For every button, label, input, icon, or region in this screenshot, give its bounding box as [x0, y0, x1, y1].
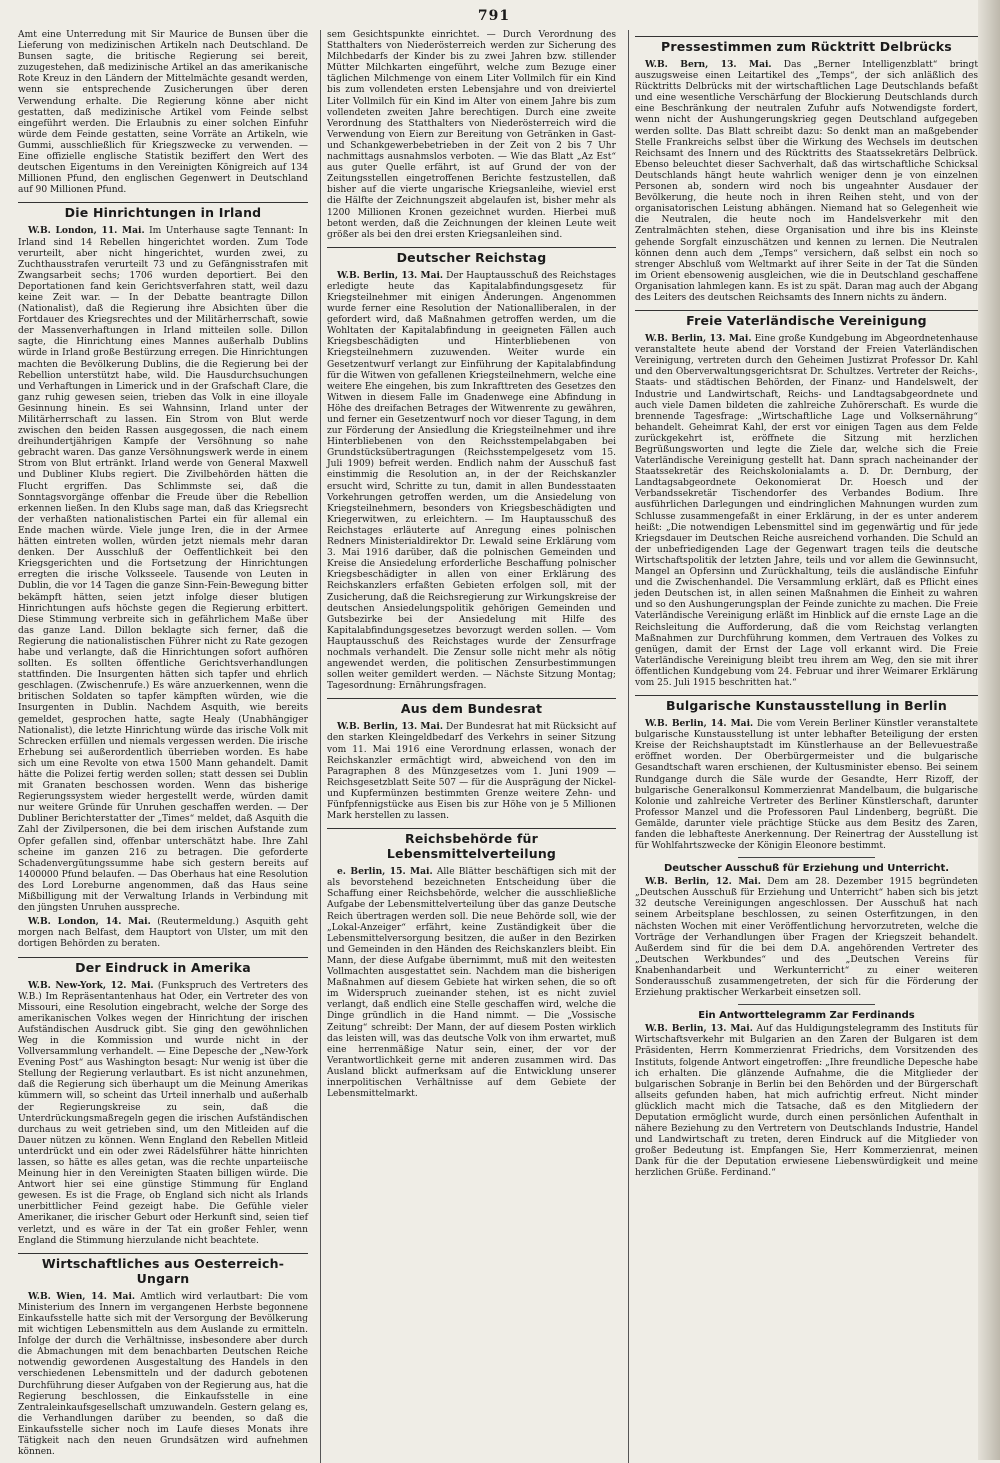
- article: [635, 857, 978, 999]
- column-1: [18, 30, 308, 1463]
- article-heading: Freie Vaterländische Vereinigung: [635, 310, 978, 330]
- paragraph-text: Das „Berner Intelligenzblatt“ bringt auszugsweise einen Leitartikel des „Temps“, der sich anläßlich des Rücktritts Delbrücks mit der wirtschaftlichen Lage Deutschlands befaßt und eine wesentliche Verschärfung der Blockierung Deutschlands durch eine Beschränkung der neutralen Zufuhr aufs Notwendigste fordert, wenn nicht der Aushungerungskrieg gegen Deutschland aufgegeben werden sollte. Das Blatt schreibt dazu: So denkt man an maßgebender Stelle Frankreichs selbst über die Wirkung des Wechsels im deutschen Reichsamt des Innern und des Rücktritts des Staatssekretärs Delbrück. Ebenso beleuchtet dieser Sachverhalt, daß das wirtschaftliche Schicksal Deutschlands hängt heute wahrlich weniger denn je von einzelnen Personen ab, sondern wird noch bis ungeahnter Ausdauer der Bevölkerung, die heute noch in ihren Reihen steht, und von der organisatorischen Leistung abhängen. Niemand hat so Gelegenheit wie die Neutralen, die heute noch im Handelsverkehr mit den Zentralmächten stehen, diese Organisation und ihre bis ins Kleinste gehende Sorgfalt einzuschätzen und kennen zu lernen. Die Neutralen können denn auch dem „Temps“ versichern, daß selbst ein noch so strenger Abschluß vom Weltmarkt auf ihrer Seite in der Tat die Sünden im Orient ebensowenig ausgleichen, wie die in Deutschland geschaffene Organisation lahmlegen kann. Es ist zu spät. Daran mag auch der Abgang des Leiters des deutschen Reichsamts des Innern nichts zu ändern.: [635, 60, 978, 303]
- article: [327, 828, 616, 1100]
- separator-rule: [738, 1004, 875, 1005]
- column-3: [628, 30, 978, 1463]
- article-paragraph: [635, 718, 978, 852]
- separator-rule: [738, 857, 875, 858]
- article-subheading: Deutscher Ausschuß für Erziehung und Unterricht.: [663, 863, 950, 875]
- column-2: [320, 30, 616, 1463]
- paragraph-text: Amt eine Unterredung mit Sir Maurice de Bunsen über die Lieferung von medizinischen Artikeln nach Deutschland. De Bunsen sagte, die britische Regierung sei bereit, zuzugestehen, daß medizinische Artikel an das amerikanische Rote Kreuz in den Ländern der Mittelmächte gesandt werden, wenn sie entsprechende Zusicherungen über deren Verwendung erhalte. Die Regierung könne aber nicht gestatten, daß medizinische Artikel vom Feinde selbst eingeführt werden. Die Erlaubnis zu einer solchen Einfuhr würde dem Feinde gestatten, seine Vorräte an Artikeln, wie Gummi, ausschließlich für Kriegszwecke zu verwenden. — Eine offizielle englische Statistik beziffert den Wert des deutschen Eigentums in den Vereinigten Königreich auf 134 Millionen Pfund, den englischen Gegenwert in Deutschland auf 90 Millionen Pfund.: [18, 30, 308, 196]
- dateline: W.B. New-York, 12. Mai.: [28, 979, 154, 991]
- paragraph-text: Der Bundesrat hat mit Rücksicht auf den starken Kleingeldbedarf des Verkehrs in seiner Sitzung vom 11. Mai 1916 eine Verordnung erlassen, wonach der Reichskanzler ermächtigt wird, abweichend von den im Paragraphen 8 des Münzgesetzes vom 1. Juni 1909 — Reichsgesetzblatt Seite 507 — für die Ausprägung der Nickel- und Kupfermünzen bestimmten Grenze weitere Zehn- und Fünfpfennigstücke aus Eisen bis zur Höhe von je 5 Millionen Mark herstellen zu lassen.: [327, 722, 616, 822]
- dateline: W.B. Bern, 13. Mai.: [645, 59, 772, 70]
- article: [635, 36, 978, 304]
- paragraph-text: (Funkspruch des Vertreters des W.B.) Im Repräsentantenhaus hat Oder, ein Vertreter des von Missouri, eine Resolution eingebracht, welche der Sorge des amerikanischen Volkes wegen der Hinrichtung der irischen Aufständischen Ausdruck gibt. Sie ging den gewöhnlichen Weg in die Kommission und wurde nicht in der Vollversammlung verhandelt. — Eine Depesche der „New-York Evening Post“ aus Washington besagt: Nur wenig ist über die Stellung der Regierung verlautbart. Es ist nicht anzunehmen, daß die Regierung sich überhaupt um die Meinung Amerikas kümmern will, so scheint das Urteil innerhalb und außerhalb der Regierungskreise zu sein, daß die Unterdrückungsmaßregeln gegen die irischen Aufständischen durchaus zu weit getrieben sind, um den Mitleiden auf die Dauer nützen zu können. Wenn England den Rebellen Mitleid unterdrückt und ein oder zwei Rädelsführer hätte hinrichten lassen, so hätte es alles getan, was die rechte unparteiische Meinung hier in den Vereinigten Staaten billigen würde. Die Antwort hier sei eine günstige Stimmung für England gewesen. Es ist die Frage, ob England sich nicht als Irlands unerbittlicher Feind gezeigt habe. Die Gefühle vieler Amerikaner, die irischer Geburt oder Herkunft sind, seien tief verletzt, und es wäre in der Tat ein großer Fehler, wenn England die Stimmung hierzulande nicht beachtete.: [18, 980, 308, 1246]
- dateline: e. Berlin, 15. Mai.: [337, 866, 433, 878]
- paragraph-text: Im Unterhause sagte Tennant: In Irland sind 14 Rebellen hingerichtet worden. Zum Tode verurteilt, aber nicht hingerichtet, wurden zwei, zu Zuchthausstrafen verurteilt 73 und zu Gefängnisstrafen mit Zwangsarbeit sechs; 1706 wurden deportiert. Bei den Deportationen fand kein Gerichtsverfahren statt, weil dazu keine Zeit war. — In der Debatte beantragte Dillon (Nationalist), daß die Regierung ihre Absichten über die Fortdauer des Kriegsrechtes und der Militärherrschaft, sowie der Massenverhaftungen in Irland mitteilen solle. Dillon sagte, die Hinrichtung eines Mannes außerhalb Dublins würde in Irland große Bestürzung erregen. Die Hinrichtungen machten die Bevölkerung Dublins, die die Regierung bei der Rebellion unterstützt habe, wild. Die Hausdurchsuchungen und Verhaftungen in Limerick und in der Grafschaft Clare, die ganz ruhig gewesen seien, trieben das Volk in eine illoyale Gesinnung hinein. Es sei Wahnsinn, Irland unter der Militärherrschaft zu lassen. Ein Strom von Blut werde zwischen den beiden Rassen ausgegossen, die nach einem dreihundertjährigen Kampfe der Versöhnung so nahe gebracht waren. Das ganze Versöhnungswerk werde in einem Strom von Blut ertränkt. Irland werde von General Maxwell und Dubliner Klubs regiert. Die Zivilbehörden hätten die Flucht ergriffen. Das Schlimmste sei, daß die Sonntagsvorgänge offenbar die Freude über die Rebellion erkennen ließen. In den Klubs sage man, daß das Kriegsrecht der verhaßten nationalistischen Partei ein für allemal ein Ende machen würde. Viele junge Iren, die in der Armee hätten eintreten wollen, würden jetzt niemals mehr daran denken. Der Ausschluß der Oeffentlichkeit bei den Kriegsgerichten und die Fortsetzung der Hinrichtungen erregten die irische Volksseele. Tausende von Leuten in Dublin, die vor 14 Tagen die ganze Sinn-Fein-Bewegung bitter bekämpft hätten, seien jetzt infolge dieser blutigen Hinrichtungen aufs höchste gegen die Regierung erbittert. Diese Stimmung verbreite sich in gefährlichem Maße über das ganze Land. Dillon beklagte sich ferner, daß die Regierung die nationalistischen Führer nicht zu Rate gezogen habe und verlangte, daß die Hinrichtungen sofort aufhören sollten. Es sollten öffentliche Gerichtsverhandlungen stattfinden. Die Insurgenten hätten sich tapfer und ehrlich geschlagen. (Zwischenrufe.) Es wäre anzuerkennen, wenn die britischen Soldaten so tapfer kämpften würden, wie die Insurgenten in Dublin. Nachdem Asquith, wie bereits gemeldet, gesprochen hatte, sagte Healy (Unabhängiger Nationalist), die letzte Hinrichtung würde das irische Volk mit Schrecken erfüllen und niemals vergessen werden. Die irische Erhebung sei außerordentlich überrieben worden. Es habe sich um eine Revolte von etwa 1500 Mann gehandelt. Damit hätte die Polizei fertig werden sollen; statt dessen sei Dublin mit Granaten beschossen worden. Wenn das bisherige Regierungssystem wieder hergestellt werde, würden damit nur weitere Gründe für Unruhen geschaffen werden. — Der Dubliner Berichterstatter der „Times“ meldet, daß Asquith die Zahl der Zivilpersonen, die bei dem irischen Aufstande zum Opfer gefallen sind, offenbar unterschätzt habe. Ihre Zahl scheine im ganzen 216 zu betragen. Die geforderte Schadenvergütungssumme habe sich gestern bereits auf 1400000 Pfund belaufen. — Das Oberhaus hat eine Resolution des Lord Loreburne angenommen, daß das Haus seine Mißbilligung mit der Verwaltung Irlands in Verbindung mit den jüngsten Unruhen ausspreche.: [18, 226, 308, 914]
- article-heading: Pressestimmen zum Rücktritt Delbrücks: [635, 36, 978, 56]
- paragraph-text: sem Gesichtspunkte einrichtet. — Durch Verordnung des Statthalters von Niederösterreich werden zur Sicherung des Milchbedarfs der Kinder bis zu zwei Jahren bzw. stillender Mütter Milchkarten eingeführt, welche zum Bezuge einer täglichen Milchmenge von einem Liter Vollmilch für ein Kind bis zum vollendeten ersten Lebensjahre und von dreiviertel Liter Vollmilch für ein Kind im Alter von einem Jahre bis zum vollendeten zweiten Jahre berechtigen. Durch eine zweite Verordnung des Statthalters von Niederösterreich wird die Verwendung von Eiern zur Bereitung von Getränken in Gast- und Schankgewerbebetrieben in der Zeit von 2 bis 7 Uhr nachmittags ausnahmslos verboten. — Wie das Blatt „Az Est“ aus guter Quelle erfährt, ist auf Grund der von der Zeitungsstellen eingetroffenen Berichte festzustellen, daß bisher auf die vierte ungarische Kriegsanleihe, wieviel erst die Hälfte der Zeichnungszeit abgelaufen ist, bisher mehr als 1200 Millionen Kronen gezeichnet wurden. Hierbei muß betont werden, daß die Zeichnungen der kleinen Leute weit größer als bei den drei ersten Kriegsanleihen sind.: [327, 30, 616, 240]
- paragraph-text: Der Hauptausschuß des Reichstages erledigte heute das Kapitalabfindungsgesetz für Kriegsteilnehmer mit einigen Änderungen. Angenommen wurde ferner eine Resolution der Nationalliberalen, in der gefordert wird, daß Maßnahmen getroffen werden, um die Wohltaten der Kapitalabfindung in geeigneten Fällen auch Kriegsbeschädigten und Hinterbliebenen von Kriegsteilnehmern zuzuwenden. Weiter wurde ein Gesetzentwurf verlangt zur Einführung der Kapitalabfindung für die Witwen von gefallenen Kriegsteilnehmern, welche eine weitere Ehe eingehen, bis zum Inkrafttreten des Gesetzes den Witwen in diesem Falle im Gnadenwege eine Abfindung in Höhe des dreifachen Betrages der Witwenrente zu gewähren, und ferner ein Gesetzentwurf noch vor dieser Tagung, in dem zur Förderung der Ansiedlung die Kriegsteilnehmer und ihre Hinterbliebenen von den Reichsstempelabgaben bei Grundstücksübertragungen (Reichsstempelgesetz vom 15. Juli 1909) befreit werden. Endlich nahm der Ausschuß fast einstimmig die Resolution an, in der der Reichskanzler ersucht wird, Schritte zu tun, damit in allen Bundesstaaten Vorkehrungen getroffen werden, um die Ansiedelung von Kriegsteilnehmern, besonders von Kriegsbeschädigten und Kriegerwitwen, zu erleichtern. — Im Hauptausschuß des Reichstages erläuterte auf Anregung eines polnischen Redners Ministerialdirektor Dr. Lewald seine Erklärung vom 3. Mai 1916 darüber, daß die polnischen Gemeinden und Kreise die Ansiedelung erforderliche Beschaffung polnischer Kriegsbeschädigter in allen von einer Erklärung des Reichskanzlers erfaßten Gebieten erfolgen soll, mit der Zusicherung, daß die Reichsregierung zur Wirkungskreise der deutschen Ansiedelungspolitik gehörigen Gemeinden und Gutsbezirke bei der Ansiedelung mit Hilfe des Kapitalabfindungsgesetzes bevorzugt werden sollen. — Vom Hauptausschuß des Reichstages wurde der Zensurfrage nochmals verhandelt. Die Zensur solle nicht mehr als nötig angewendet werden, die politischen Zensurbestimmungen sollen weiter gemildert werden. — Nächste Sitzung Montag; Tagesordnung: Ernährungsfragen.: [327, 270, 616, 692]
- article: [18, 202, 308, 950]
- article-heading: Deutscher Reichstag: [327, 247, 616, 267]
- dateline: W.B. Berlin, 14. Mai.: [645, 718, 754, 730]
- article: [635, 695, 978, 852]
- article: [18, 957, 308, 1247]
- dateline: W.B. Berlin, 13. Mai.: [337, 269, 444, 281]
- article: [18, 1253, 308, 1458]
- paragraph-text: Eine große Kundgebung im Abgeordnetenhause veranstaltete heute abend der Vorstand der Freien Vaterländischen Vereinigung, vertreten durch den Geheimen Justizrat Professor Dr. Kahl und den Oberverwaltungsgerichtsrat Dr. Schultzes. Vertreter der Reichs-, Staats- und städtischen Behörden, der Finanz- und Handelswelt, der Industrie und Landwirtschaft, Reichs- und Landtagsabgeordnete und auch viele Damen bildeten die zahlreiche Zuhörerschaft. Es wurde die brennende Tagesfrage: „Wirtschaftliche Lage und Volksernährung“ behandelt. Geheimrat Kahl, der erst vor einigen Tagen aus dem Felde zurückgekehrt ist, eröffnete die Sitzung mit herzlichen Begrüßungsworten und legte die Ziele dar, welche sich die Freie Vaterländische Vereinigung gestellt hat. Dann sprach nacheinander der Staatssekretär des Reichskolonialamts a. D. Dr. Dernburg, der Landtagsabgeordnete Oekonomierat Dr. Hoesch und der Verbandssekretär Tischendorfer des Verbandes Bodium. Ihre ausführlichen Darlegungen und eindringlichen Mahnungen wurden zum Schlusse zusammengefaßt in einer Erklärung, in der es unter anderem heißt: „Die notwendigen Lebensmittel sind im gegenwärtig und für jede Kriegsdauer im Deutschen Reiche ausreichend vorhanden. Die Schuld an der unbefriedigenden Lage der Gegenwart tragen teils die deutsche Wirtschaftspolitik der letzten Jahre, teils und vor allem die Gewinnsucht, Mangel an Opfersinn und Zurückhaltung, teils die ausländische Einfuhr und die Zwischenhandel. Die Versammlung erklärt, daß es Pflicht eines jeden Deutschen ist, in allen seinen Maßnahmen die Einheit zu wahren und so den Aushungerungsplan der Feinde zunichte zu machen. Die Freie Vaterländische Vereinigung erläßt im Hinblick auf die ernste Lage an die Reichsleitung die Aufforderung, daß die vom Reichstag verlangten Maßnahmen zur Durchführung kommen, dem Vertrauen des Volkes zu genügen, damit der Ernst der Lage voll erkannt wird. Die Freie Vaterländische Vereinigung bleibt treu ihrem am Weg, den sie mit ihrer öffentlichen Kundgebung vom 24. Februar und ihrer Weimarer Erklärung vom 25. Juli 1915 beschritten hat.“: [635, 334, 978, 688]
- article-paragraph: [18, 30, 308, 196]
- article-paragraph: [18, 1291, 308, 1458]
- article: [635, 1004, 978, 1179]
- dateline: W.B. Berlin, 12. Mai.: [645, 876, 761, 888]
- dateline: W.B. Wien, 14. Mai.: [28, 1290, 136, 1302]
- article-paragraph: [327, 30, 616, 241]
- paragraph-text: Alle Blätter beschäftigen sich mit der als bevorstehend bezeichneten Entscheidung über die Schaffung einer Reichsbehörde, welcher die ausschließliche Aufgabe der Lebensmittelverteilung über das ganze Deutsche Reich übertragen werden soll. Die neue Behörde soll, wie der „Lokal-Anzeiger“ erfährt, keine Zuständigkeit über die Lebensmittelversorgung besitzen, die außer in den Bezirken und Gemeinden in den Händen des Reichskanzlers bleibt. Ein Mann, der diese Aufgabe übernimmt, muß mit den weitesten Vollmachten ausgestattet sein. Nachdem man die bisherigen Maßnahmen auf diesem Gebiete hat wirken sehen, die so oft im Widerspruch zueinander stehen, ist es nicht zuviel verlangt, daß endlich eine Stelle geschaffen wird, welche die Dinge gründlich in die Hand nimmt. — Die „Vossische Zeitung“ schreibt: Der Mann, der auf diesem Posten wirklich das leisten will, was das deutsche Volk von ihm erwartet, muß eine herrenmäßige Natur sein, einer, der vor der Verantwortlichkeit gerne mit anderen zusammen wird. Das Ausland blickt aufmerksam auf die Entwicklung unserer innerpolitischen Verhältnisse auf dem Gebiete der Lebensmittelmarkt.: [327, 867, 616, 1100]
- dateline: W.B. Berlin, 13. Mai.: [337, 721, 443, 733]
- paragraph-text: Dem am 28. Dezember 1915 begründeten „Deutschen Ausschuß für Erziehung und Unterricht“ haben sich bis jetzt 32 deutsche Vereinigungen angeschlossen. Der Ausschuß hat nach seinem Arbeitsplane beschlossen, zu seinen Osterfitzungen, in den nächsten Wochen mit einer Veröffentlichung hervorzutreten, welche die Vorträge der Verhandlungen über Fragen der Kriegszeit behandelt. Außerdem sind für die bei dem D.A. angehörenden Vertreter des „Deutschen Werkbundes“ und des „Deutschen Vereins für Knabenhandarbeit und Werkunterricht“ zu einer weiteren Sonderausschuß zusammengetreten, der sich für die Förderung der Erziehung praktischer Werkarbeit einsetzen soll.: [635, 877, 978, 999]
- paragraph-text: Auf das Huldigungstelegramm des Instituts für Wirtschaftsverkehr mit Bulgarien an den Zaren der Bulgaren ist dem Präsidenten, Herrn Kommerzienrat Friedrichs, dem Vorsitzenden des Instituts, folgende Antwort eingetroffen: „Ihre freundliche Depesche habe ich erhalten. Die glänzende Aufnahme, die die Mitglieder der bulgarischen Sobranje in Berlin bei den Behörden und der Bürgerschaft allseits gefunden haben, hat mich aufrichtig erfreut. Nicht minder glücklich macht mich die Tatsache, daß es den Mitgliedern der Deputation ermöglicht wurde, durch einen persönlichen Aufenthalt in nähere Beziehung zu den Vertretern von Deutschlands Industrie, Handel und Landwirtschaft zu treten, deren Eindruck auf die Mitglieder von großer Bedeutung ist. Empfangen Sie, Herr Kommerzienrat, meinen Dank für die der Deputation erwiesene Liebenswürdigkeit und meine herzlichen Grüße. Ferdinand.“: [635, 1024, 978, 1179]
- article-heading: Aus dem Bundesrat: [327, 698, 616, 718]
- article-heading: Die Hinrichtungen in Irland: [18, 202, 308, 222]
- article: [327, 247, 616, 693]
- paragraph-text: Amtlich wird verlautbart: Die vom Ministerium des Innern im vergangenen Herbste begonnene Einkaufsstelle hatte sich mit der Versorgung der Bevölkerung mit wichtigen Lebensmitteln aus dem Auslande zu ermitteln. Infolge der durch die Verhältnisse, insbesondere aber durch die Abmachungen mit dem benachbarten Deutschen Reiche notwendig gewordenen Ausgestaltung des Handels in den verschiedenen Lebensmitteln und der dadurch gebotenen Durchführung dieser Aufgaben von der Regierung aus, hat die Regierung beschlossen, die Einkaufsstelle in eine Zentraleinkaufsgesellschaft umzuwandeln. Gestern gelang es, die Verhandlungen darüber zu beenden, so daß die Einkaufsstelle sicher noch im Laufe dieses Monats ihre Tätigkeit nach den neuen Grundsätzen wird aufnehmen können.: [18, 1291, 308, 1458]
- article-paragraph: [18, 916, 308, 950]
- article-paragraph: [635, 333, 978, 689]
- article-paragraph: [327, 866, 616, 1100]
- article-paragraph: [635, 1023, 978, 1179]
- article-paragraph: [327, 721, 616, 822]
- article-heading: Bulgarische Kunstausstellung in Berlin: [635, 695, 978, 715]
- binding-shadow: [978, 0, 1000, 1460]
- article: [18, 30, 308, 196]
- article: [635, 310, 978, 689]
- article-paragraph: [635, 59, 978, 304]
- article-subheading: Ein Antworttelegramm Zar Ferdinands: [698, 1010, 915, 1022]
- paragraph-text: Die vom Verein Berliner Künstler veranstaltete bulgarische Kunstausstellung ist unter lebhafter Beteiligung der ersten Kreise der Reichshauptstadt im Künstlerhause an der Bellevuestraße eröffnet worden. Der Oberbürgermeister und die bulgarische Gesandtschaft waren erschienen, der Kultusminister ebenso. Bei seinem Rundgange durch die Säle wurde der Gesandte, Herr Rizoff, der bulgarische Generalkonsul Kommerzienrat Mandelbaum, die bulgarische Kolonie und zahlreiche Vertreter des Berliner Künstlerschaft, darunter Professor Manzel und die Professoren Paul Lindenberg, begrüßt. Die Gemälde, darunter viele prächtige Stücke aus dem Besitz des Zaren, fanden die lebhafteste Anerkennung. Der Reinertrag der Ausstellung ist für Wohlfahrtszwecke der Königin Eleonore bestimmt.: [635, 719, 978, 852]
- article-paragraph: [635, 876, 978, 999]
- dateline: W.B. Berlin, 13. Mai.: [645, 1023, 753, 1035]
- dateline: W.B. Berlin, 13. Mai.: [645, 333, 752, 345]
- dateline: W.B. London, 14. Mai.: [28, 916, 151, 928]
- article-heading: Reichsbehörde für Lebensmittelverteilung: [327, 828, 616, 863]
- article-paragraph: [18, 980, 308, 1247]
- dateline: W.B. London, 11. Mai.: [28, 225, 145, 237]
- article-heading: Der Eindruck in Amerika: [18, 957, 308, 977]
- article-paragraph: [327, 270, 616, 693]
- article-heading: Wirtschaftliches aus Oesterreich-Ungarn: [18, 1253, 308, 1288]
- article: [327, 30, 616, 241]
- page-number: 791: [477, 8, 511, 24]
- article-columns: [18, 30, 978, 1458]
- paragraph-text: (Reutermeldung.) Asquith geht morgen nach Belfast, dem Hauptort von Ulster, um mit den dortigen Behörden zu beraten.: [18, 917, 308, 950]
- article: [327, 698, 616, 822]
- article-paragraph: [18, 225, 308, 914]
